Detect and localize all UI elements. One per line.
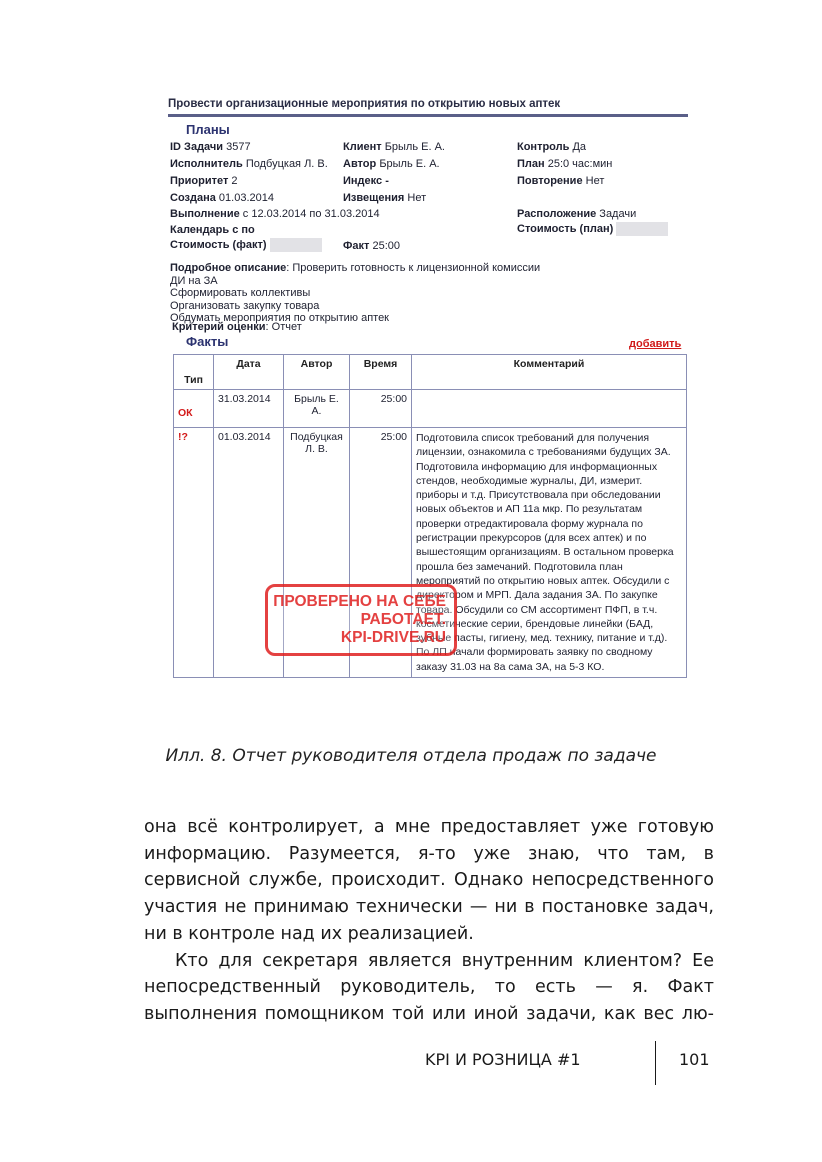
row1-date: 31.03.2014 [214, 390, 284, 428]
facts-heading: Факты [186, 334, 229, 349]
title-divider [168, 114, 688, 117]
plans-heading: Планы [186, 122, 230, 137]
field-author: Автор Брыль Е. А. [343, 158, 440, 170]
header-comment: Комментарий [412, 355, 687, 390]
cost-plan-blank [616, 222, 668, 236]
field-repeat: Повторение Нет [517, 175, 605, 187]
table-row [174, 390, 687, 428]
row1-comment [412, 390, 687, 428]
field-executor: Исполнитель Подбуцкая Л. В. [170, 158, 328, 170]
verified-stamp: ПРОВЕРЕНО НА СЕБЕ РАБОТАЕТ. KPI-DRIVE.RU [265, 584, 457, 656]
field-cost-fact: Стоимость (факт) [170, 238, 322, 252]
field-notify: Извещения Нет [343, 192, 427, 204]
field-cost-plan: Стоимость (план) [517, 222, 668, 236]
field-plan: План 25:0 час:мин [517, 158, 613, 170]
row2-type: !? [174, 428, 214, 678]
field-location: Расположение Задачи [517, 208, 637, 220]
field-index: Индекс - [343, 175, 389, 187]
row1-time: 25:00 [350, 390, 412, 428]
row2-time: 25:00 [350, 428, 412, 678]
header-time: Время [350, 355, 412, 390]
header-type: Тип [174, 355, 214, 390]
field-id: ID Задачи 3577 [170, 141, 251, 153]
body-text [144, 814, 714, 1028]
criteria: Критерий оценки: Отчет [172, 321, 302, 333]
row2-comment: Подготовила список требований для получения лицензии, ознакомила с требованиями будущих ЗА. Подготовила информацию для информационных стендов, необходимые журналы, ДИ, измерит. приборы и т.д. Присутствовала при обследовании новых объектов и АП 11а мкр. По результатам проверки отредактировала форму журнала по регистрации прекурсоров (для всех аптек) и по вышестоящим организациям. В остальном проверка прошла без замечаний. Подготовила план мероприятий по открытию новых аптек. Обсудили с директором и МРП. Дала задания ЗА. По закупке товара. Обсудили со СМ ассортимент ПФП, в т.ч. косметические серии, брендовые линейки (БАД, зубные пасты, гигиену, мед. технику, питание и т.д). По ЛП начали формировать заявку по сводному заказу 31.03 на 8а сама ЗА, на 5-3 КО. [412, 428, 687, 678]
cost-fact-blank [270, 238, 322, 252]
row1-author: Брыль Е. А. [284, 390, 350, 428]
row2-date: 01.03.2014 [214, 428, 284, 678]
field-client: Клиент Брыль Е. А. [343, 141, 445, 153]
paragraph: Кто для секретаря является внутренним клиентом? Ее непосредственный руководитель, то есть — я. Факт выполнения помощником той или иной задачи, как вес лю- [144, 950, 714, 1024]
row1-type: ОК [174, 390, 214, 428]
page-number: 101 [679, 1050, 710, 1069]
header-date: Дата [214, 355, 284, 390]
task-title: Провести организационные мероприятия по открытию новых аптек [168, 98, 561, 110]
field-priority: Приоритет 2 [170, 175, 238, 187]
footer-book-title: KPI И РОЗНИЦА #1 [425, 1050, 581, 1069]
field-control: Контроль Да [517, 141, 587, 153]
paragraph: она всё контролирует, а мне предоставляет уже готовую информацию. Разумеется, я-то уже знаю, что там, в сервисной службе, происходит. Однако непосредственного участия не принимаю технически — ни в постановке задач, ни в контроле над их реализацией. [144, 817, 714, 944]
row2-author: Подбуцкая Л. В. [284, 428, 350, 678]
field-fact: Факт 25:00 [343, 240, 400, 252]
field-calendar: Календарь с по [170, 224, 255, 236]
description-block: Подробное описание: Проверить готовность к лицензионной комиссии ДИ на ЗА Сформировать коллективы Организовать закупку товара Обдумать мероприятия по открытию аптек [170, 262, 541, 324]
footer-divider [655, 1041, 656, 1085]
figure-caption: Илл. 8. Отчет руководителя отдела продаж по задаче [165, 746, 657, 766]
header-author: Автор [284, 355, 350, 390]
field-created: Создана 01.03.2014 [170, 192, 274, 204]
field-execution: Выполнение с 12.03.2014 по 31.03.2014 [170, 208, 380, 220]
table-header-row [174, 355, 687, 390]
add-fact-link[interactable]: добавить [629, 338, 682, 350]
